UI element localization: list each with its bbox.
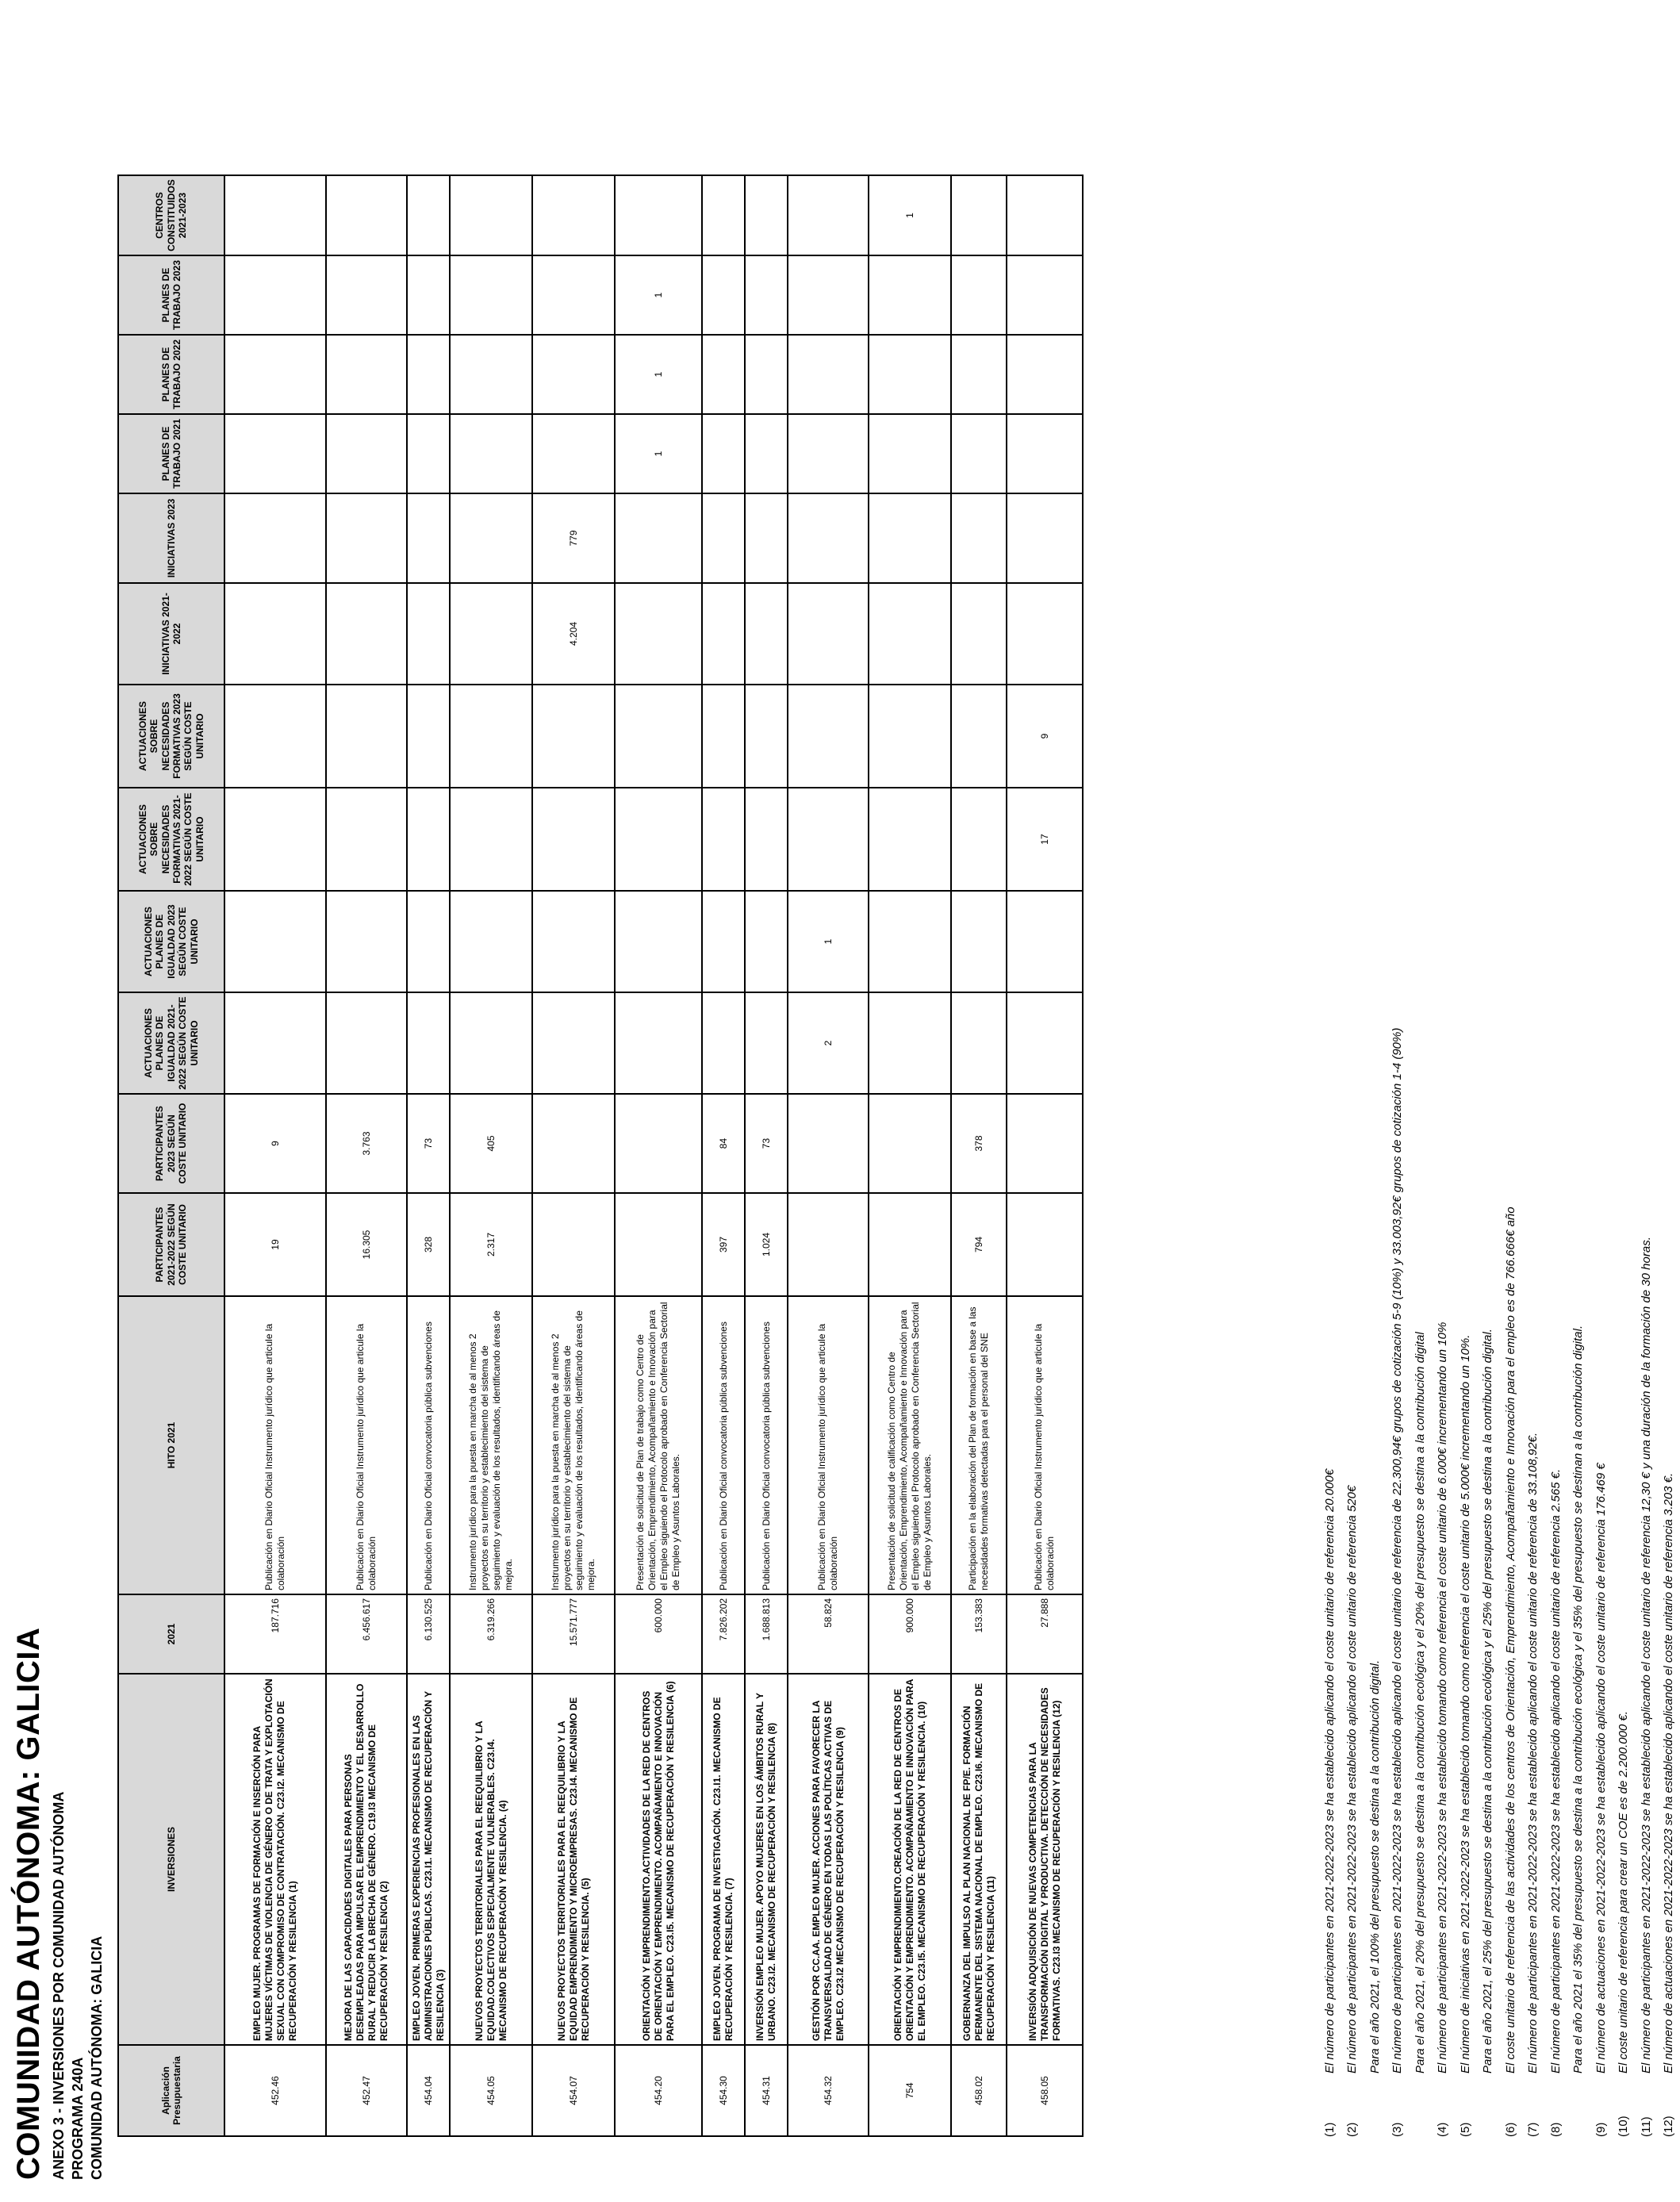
- table-cell: [951, 583, 1007, 685]
- column-header: ACTUACIONES SOBRE NECESIDADES FORMATIVAS 2023 SEGÚN COSTE UNITARIO: [118, 685, 224, 788]
- table-cell: 73: [745, 1094, 788, 1193]
- footnote-text: El número de iniciativas en 2021-2022-2023 se ha establecido tomando como referencia el coste unitario de 5.000€ incrementando un 10%.: [1458, 1334, 1472, 2073]
- table-cell: [407, 788, 450, 891]
- table-cell: [615, 1193, 702, 1296]
- table-cell: 187.716: [224, 1594, 326, 1674]
- footnote: [1544, 75, 1567, 2137]
- footnote-label: (6): [1503, 2122, 1517, 2137]
- table-cell: [224, 788, 326, 891]
- table-cell: [1007, 891, 1083, 992]
- table-cell: [615, 583, 702, 685]
- table-cell: 454.04: [407, 2045, 450, 2136]
- table-cell: [702, 493, 745, 583]
- table-cell: 1.688.813: [745, 1594, 788, 1674]
- column-header: INICIATIVAS 2021-2022: [118, 583, 224, 685]
- table-cell: [326, 255, 407, 335]
- footnote: [1590, 75, 1613, 2137]
- table-cell: [1007, 175, 1083, 255]
- table-cell: [745, 685, 788, 788]
- footnote-text: El número de actuaciones en 2021-2022-2023 se ha establecido aplicando el coste unitario de referencia 176.469 €: [1594, 1463, 1608, 2073]
- table-cell: [326, 414, 407, 493]
- table-cell: [532, 1094, 615, 1193]
- table-cell: 1.024: [745, 1193, 788, 1296]
- table-row: [951, 175, 1007, 2136]
- footnote-label: (2): [1345, 2122, 1360, 2137]
- table-cell: [788, 493, 869, 583]
- column-header: CENTROS CONSTITUIDOS 2021-2023: [118, 175, 224, 255]
- footnote-label: (7): [1526, 2122, 1540, 2137]
- footnote-label: (1): [1322, 2122, 1337, 2137]
- table-cell: Publicación en Diario Oficial Instrumento jurídico que articule la colaboración: [326, 1296, 407, 1594]
- table-cell: [788, 1094, 869, 1193]
- table-cell: 9: [1007, 685, 1083, 788]
- table-cell: [450, 175, 532, 255]
- table-cell: MEJORA DE LAS CAPACIDADES DIGITALES PARA PERSONAS DESEMPLEADAS PARA IMPULSAR EL EMPRENDIMIENTO Y EL DESARROLLO RURAL Y REDUCIR LA BRECHA DE GÉNERO. C19.I3 MECANISMO DE RECUPERACIÓN Y RESILENCIA (2): [326, 1674, 407, 2045]
- table-cell: [450, 891, 532, 992]
- table-cell: [745, 891, 788, 992]
- table-cell: [224, 175, 326, 255]
- table-cell: ORIENTACIÓN Y EMPRENDIMIENTO.ACTIVIDADES DE LA RED DE CENTROS DE ORIENTACIÓN Y EMPRENDIMIENTO. ACOMPAÑAMIENTO E INNOVACIÓN PARA EL EMPLEO. C23.I5. MECANISMO DE RECUPERACIÓN Y RESILENCIA (6): [615, 1674, 702, 2045]
- page-title: COMUNIDAD AUTÓNOMA: GALICIA: [11, 1627, 46, 2180]
- table-cell: [951, 255, 1007, 335]
- table-cell: INVERSIÓN EMPLEO MUJER. APOYO MUJERES EN LOS ÁMBITOS RURAL Y URBANO. C23.I2. MECANISMO DE RECUPERACIÓN Y RESILENCIA (8): [745, 1674, 788, 2045]
- table-cell: [745, 414, 788, 493]
- footnote-label: (5): [1458, 2122, 1472, 2137]
- column-header: INICIATIVAS 2023: [118, 493, 224, 583]
- table-cell: [532, 255, 615, 335]
- table-cell: [788, 685, 869, 788]
- table-cell: 900.000: [869, 1594, 951, 1674]
- table-cell: [702, 414, 745, 493]
- community-label: COMUNIDAD AUTÓNOMA: GALICIA: [89, 1935, 105, 2180]
- footnote-text: El número de participantes en 2021-2022-2023 se ha establecido aplicando el coste unitario de referencia de 33.108,92€.: [1526, 1432, 1540, 2073]
- table-body: [224, 175, 1083, 2136]
- table-cell: EMPLEO JOVEN. PRIMERAS EXPERIENCIAS PROFESIONALES EN LAS ADMINISTRACIONES PÚBLICAS. C23.I1. MECANISMO DE RECUPERACIÓN Y RESILENCIA (3): [407, 1674, 450, 2045]
- table-cell: [615, 175, 702, 255]
- footnote: [1477, 75, 1500, 2137]
- table-cell: [788, 414, 869, 493]
- table-cell: NUEVOS PROYECTOS TERRITORIALES PARA EL REEQUILIBRIO Y LA EQUIDAD.COLECTIVOS ESPECIALMENTE VULNERABLES. C23.I4. MECANISMO DE RECUPERACIÓN Y RESILENCIA. (4): [450, 1674, 532, 2045]
- table-cell: [1007, 414, 1083, 493]
- table-cell: [702, 891, 745, 992]
- footnote: [1499, 75, 1522, 2137]
- table-cell: [869, 493, 951, 583]
- table-row: [702, 175, 745, 2136]
- table-cell: [745, 992, 788, 1094]
- table-cell: 328: [407, 1193, 450, 1296]
- table-cell: 454.32: [788, 2045, 869, 2136]
- table-cell: [951, 891, 1007, 992]
- table-cell: [407, 255, 450, 335]
- column-header: PARTICIPANTES 2023 SEGÚN COSTE UNITARIO: [118, 1094, 224, 1193]
- table-cell: [745, 335, 788, 414]
- table-cell: 779: [532, 493, 615, 583]
- column-header: 2021: [118, 1594, 224, 1674]
- table-cell: 405: [450, 1094, 532, 1193]
- column-header: PLANES DE TRABAJO 2022: [118, 335, 224, 414]
- table-row: [869, 175, 951, 2136]
- table-cell: 1: [615, 414, 702, 493]
- table-cell: 73: [407, 1094, 450, 1193]
- table-cell: [407, 175, 450, 255]
- footnote-text: Para el año 2021, el 25% del presupuesto se destina a la contribución ecológica y el 25% del presupuesto se destina a la contribución digital.: [1481, 1329, 1495, 2073]
- table-cell: Publicación en Diario Oficial Instrumento jurídico que articule la colaboración: [788, 1296, 869, 1594]
- table-cell: [869, 583, 951, 685]
- table-cell: [788, 788, 869, 891]
- table-cell: 4.204: [532, 583, 615, 685]
- table-cell: [407, 992, 450, 1094]
- table-cell: 600.000: [615, 1594, 702, 1674]
- table-cell: [326, 583, 407, 685]
- table-cell: [788, 175, 869, 255]
- table-cell: 27.888: [1007, 1594, 1083, 1674]
- table-cell: Publicación en Diario Oficial Instrumento jurídico que articule la colaboración: [1007, 1296, 1083, 1594]
- table-cell: [450, 685, 532, 788]
- column-header: Aplicación Presupuestaria: [118, 2045, 224, 2136]
- footnote: [1341, 75, 1364, 2137]
- footnote: [1387, 75, 1410, 2137]
- table-cell: [532, 992, 615, 1094]
- table-cell: 1: [615, 335, 702, 414]
- table-cell: [615, 1094, 702, 1193]
- table-cell: 458.02: [951, 2045, 1007, 2136]
- footnote-text: El coste unitario de referencia para crear un COE es de 2.200.000 €.: [1617, 1711, 1631, 2073]
- table-cell: [224, 583, 326, 685]
- footnotes: [1318, 75, 1680, 2137]
- table-cell: GESTIÓN POR CC.AA. EMPLEO MUJER. ACCIONES PARA FAVORECER LA TRANSVERSALIDAD DE GÉNERO EN TODAS LAS POLÍTICAS ACTIVAS DE EMPLEO. C23.I2 MECANISMO DE RECUPERACIÓN Y RESILENCIA (9): [788, 1674, 869, 2045]
- table-cell: [450, 583, 532, 685]
- table-cell: [450, 493, 532, 583]
- table-cell: [788, 255, 869, 335]
- table-cell: [951, 335, 1007, 414]
- table-cell: INVERSIÓN ADQUISICIÓN DE NUEVAS COMPETENCIAS PARA LA TRANSFORMACIÓN DIGITAL Y PRODUCTIVA. DETECCIÓN DE NECESIDADES FORMATIVAS. C23.I3 MECANISMO DE RECUPERACIÓN Y RESILENCIA (12): [1007, 1674, 1083, 2045]
- table-cell: [951, 788, 1007, 891]
- table-cell: 1: [788, 891, 869, 992]
- table-cell: [1007, 255, 1083, 335]
- footnote-label: (10): [1617, 2116, 1631, 2137]
- table-cell: 6.319.266: [450, 1594, 532, 1674]
- footnote: [1522, 75, 1545, 2137]
- table-cell: Presentación de solicitud de calificación como Centro de Orientación, Emprendimiento, Acompañamiento e Innovación para el Empleo siguiendo el Protocolo aprobado en Conferencia Sectorial de Empleo y Asuntos Laborales.: [869, 1296, 951, 1594]
- table-cell: [450, 414, 532, 493]
- table-cell: 6.456.617: [326, 1594, 407, 1674]
- table-cell: 17: [1007, 788, 1083, 891]
- table-cell: 1: [869, 175, 951, 255]
- table-cell: [326, 788, 407, 891]
- table-cell: Publicación en Diario Oficial convocatoria pública subvenciones: [407, 1296, 450, 1594]
- table-cell: 58.824: [788, 1594, 869, 1674]
- investments-table: [117, 175, 1084, 2137]
- table-cell: 454.31: [745, 2045, 788, 2136]
- footnote: [1364, 75, 1387, 2137]
- table-cell: 452.46: [224, 2045, 326, 2136]
- table-cell: [745, 175, 788, 255]
- table-cell: [788, 1193, 869, 1296]
- footnote-text: El coste unitario de referencia de las actividades de los centros de Orientación, Emprendimiento, Acompañamiento e Innovación para el empleo es de 766.666€ año: [1503, 1206, 1517, 2073]
- table-cell: [869, 1193, 951, 1296]
- column-header: PLANES DE TRABAJO 2021: [118, 414, 224, 493]
- footnote-text: El número de participantes en 2021-2022-2023 se ha establecido aplicando el coste unitario de referencia 20.000€: [1322, 1468, 1337, 2073]
- table-cell: [702, 685, 745, 788]
- table-cell: [951, 175, 1007, 255]
- table-cell: [407, 685, 450, 788]
- table-cell: [1007, 583, 1083, 685]
- table-cell: 458.05: [1007, 2045, 1083, 2136]
- table-cell: [869, 335, 951, 414]
- table-cell: [532, 788, 615, 891]
- table-cell: [702, 788, 745, 891]
- table-cell: [450, 992, 532, 1094]
- table-cell: [951, 685, 1007, 788]
- table-cell: 16.305: [326, 1193, 407, 1296]
- annex-title: ANEXO 3 - INVERSIONES POR COMUNIDAD AUTÓNOMA: [51, 1791, 67, 2180]
- table-cell: [450, 255, 532, 335]
- table-cell: 9: [224, 1094, 326, 1193]
- table-cell: 378: [951, 1094, 1007, 1193]
- footnote-text: Para el año 2021 el 35% del presupuesto se destina a la contribución ecológica y el 35% del presupuesto se destinan a la contribución digital.: [1571, 1325, 1586, 2073]
- program-label: PROGRAMA 240A: [70, 2057, 86, 2180]
- table-cell: 7.826.202: [702, 1594, 745, 1674]
- table-cell: EMPLEO JOVEN. PROGRAMA DE INVESTIGACIÓN. C23.I1. MECANISMO DE RECUPERACIÓN Y RESILENCIA. (7): [702, 1674, 745, 2045]
- table-cell: 454.30: [702, 2045, 745, 2136]
- table-cell: [224, 255, 326, 335]
- footnote-label: (4): [1436, 2122, 1450, 2137]
- table-cell: GOBERNANZA DEL IMPULSO AL PLAN NACIONAL DE FP/E. FORMACIÓN PERMANENTE DEL SISTEMA NACIONAL DE EMPLEO. C23.I6. MECANISMO DE RECUPERACIÓN Y RESILENCIA (11): [951, 1674, 1007, 2045]
- table-cell: [407, 335, 450, 414]
- table-cell: [615, 891, 702, 992]
- table-row: [407, 175, 450, 2136]
- table-cell: [788, 335, 869, 414]
- table-cell: Participación en la elaboración del Plan de formación en base a las necesidades formativas detectadas para el personal del SNE: [951, 1296, 1007, 1594]
- table-cell: ORIENTACIÓN Y EMPRENDIMIENTO.CREACIÓN DE LA RED DE CENTROS DE ORIENTACIÓN Y EMPRENDIMIENTO. ACOMPAÑAMIENTO E INNOVACIÓN PARA EL EMPLEO. C23.I5. MECANISMO DE RECUPERACIÓN Y RESILENCIA. (10): [869, 1674, 951, 2045]
- footnote-text: El número de participantes en 2021-2022-2023 se ha establecido aplicando el coste unitario de referencia 2.565 €.: [1548, 1468, 1563, 2073]
- column-header: ACTUACIONES PLANES DE IGUALDAD 2023 SEGÚN COSTE UNITARIO: [118, 891, 224, 992]
- table-cell: Publicación en Diario Oficial convocatoria pública subvenciones: [745, 1296, 788, 1594]
- footnote: [1432, 75, 1455, 2137]
- table-cell: [869, 255, 951, 335]
- footnote-text: Para el año 2021, el 20% del presupuesto se destina a la contribución ecológica y el 20% del presupuesto se destina a la contribución digital: [1413, 1332, 1427, 2073]
- table-cell: [224, 335, 326, 414]
- table-cell: 452.47: [326, 2045, 407, 2136]
- footnote: [1454, 75, 1477, 2137]
- table-row: [1007, 175, 1083, 2136]
- table-cell: [326, 175, 407, 255]
- footnote-text: El número de participantes en 2021-2022-2023 se ha establecido aplicando el coste unitario de referencia 12,30 € y una duración de la formación de 30 horas.: [1639, 1237, 1653, 2073]
- table-cell: Presentación de solicitud de Plan de trabajo como Centro de Orientación, Emprendimiento, Acompañamiento e Innovación para el Empleo siguiendo el Protocolo aprobado en Conferencia Sectorial de Empleo y Asuntos Laborales.: [615, 1296, 702, 1594]
- table-header-row: [118, 175, 224, 2136]
- table-cell: [326, 335, 407, 414]
- table-row: [532, 175, 615, 2136]
- footnote: [1567, 75, 1590, 2137]
- table-row: [788, 175, 869, 2136]
- table-cell: [224, 414, 326, 493]
- footnote-label: (11): [1639, 2116, 1653, 2137]
- table-cell: [407, 583, 450, 685]
- column-header: INVERSIONES: [118, 1674, 224, 2045]
- table-cell: [532, 891, 615, 992]
- table-cell: [1007, 493, 1083, 583]
- table-cell: 794: [951, 1193, 1007, 1296]
- footnote: [1613, 75, 1636, 2137]
- footnote-text: El número de participantes en 2021-2022-2023 se ha establecido aplicando el coste unitario de referencia de 22.300,94€ grupos de cotización 5-9 (10%) y 33.003,92€ grupos de cotización 1-4 (90%): [1390, 1027, 1405, 2073]
- footnote: [1658, 75, 1680, 2137]
- table-cell: 754: [869, 2045, 951, 2136]
- footnote-text: El número de participantes en 2021-2022-2023 se ha establecido tomando como referencia el coste unitario de 6.000€ incrementando un 10%: [1436, 1322, 1450, 2073]
- table-cell: [224, 891, 326, 992]
- table-cell: [702, 255, 745, 335]
- table-cell: 15.571.777: [532, 1594, 615, 1674]
- table-cell: [224, 992, 326, 1094]
- table-cell: [745, 788, 788, 891]
- table-cell: [326, 493, 407, 583]
- table-cell: [869, 788, 951, 891]
- table-cell: [951, 992, 1007, 1094]
- table-cell: Publicación en Diario Oficial Instrumento jurídico que articule la colaboración: [224, 1296, 326, 1594]
- table-cell: 2: [788, 992, 869, 1094]
- table-row: [615, 175, 702, 2136]
- table-cell: [615, 685, 702, 788]
- table-cell: [450, 335, 532, 414]
- table-cell: Instrumento jurídico para la puesta en marcha de al menos 2 proyectos en su territorio y establecimiento del sistema de seguimiento y evaluación de los resultados, identificando áreas de mejora.: [450, 1296, 532, 1594]
- table-cell: [702, 992, 745, 1094]
- table-cell: 6.130.525: [407, 1594, 450, 1674]
- footnote-label: (3): [1390, 2122, 1405, 2137]
- table-row: [745, 175, 788, 2136]
- table-cell: [869, 685, 951, 788]
- table-cell: [532, 1193, 615, 1296]
- table-row: [326, 175, 407, 2136]
- table-cell: [615, 788, 702, 891]
- column-header: HITO 2021: [118, 1296, 224, 1594]
- table-row: [450, 175, 532, 2136]
- table-cell: [745, 493, 788, 583]
- table-cell: 454.07: [532, 2045, 615, 2136]
- table-cell: 19: [224, 1193, 326, 1296]
- table-cell: [224, 685, 326, 788]
- table-cell: [1007, 1193, 1083, 1296]
- table-cell: [532, 685, 615, 788]
- table-cell: [407, 493, 450, 583]
- table-cell: 3.763: [326, 1094, 407, 1193]
- footnote-label: (12): [1662, 2116, 1676, 2137]
- table-cell: [1007, 992, 1083, 1094]
- table-cell: [702, 175, 745, 255]
- table-cell: [407, 891, 450, 992]
- table-row: [224, 175, 326, 2136]
- table-cell: [326, 992, 407, 1094]
- footnote: [1409, 75, 1432, 2137]
- table-cell: [869, 992, 951, 1094]
- footnote-label: (8): [1548, 2122, 1563, 2137]
- table-cell: 2.317: [450, 1193, 532, 1296]
- table-cell: 84: [702, 1094, 745, 1193]
- footnote-text: El número de actuaciones en 2021-2022-2023 se ha establecido aplicando el coste unitario de referencia 3.203 €.: [1662, 1472, 1676, 2073]
- table-cell: [951, 414, 1007, 493]
- footnote-label: (9): [1594, 2122, 1608, 2137]
- table-cell: [407, 414, 450, 493]
- table-cell: 153.383: [951, 1594, 1007, 1674]
- column-header: ACTUACIONES SOBRE NECESIDADES FORMATIVAS 2021-2022 SEGÚN COSTE UNITARIO: [118, 788, 224, 891]
- footnote: [1318, 75, 1341, 2137]
- table-cell: [702, 583, 745, 685]
- table-cell: NUEVOS PROYECTOS TERRITORIALES PARA EL REEQUILIBRIO Y LA EQUIDAD EMPRENDIMIENTO Y MICROEMPRESAS. C23.I4. MECANISMO DE RECUPERACIÓN Y RESILENCIA. (5): [532, 1674, 615, 2045]
- column-header: PLANES DE TRABAJO 2023: [118, 255, 224, 335]
- footnote: [1635, 75, 1658, 2137]
- table-cell: [326, 891, 407, 992]
- table-cell: [788, 583, 869, 685]
- table-cell: 454.05: [450, 2045, 532, 2136]
- footnote-text: El número de participantes en 2021-2022-2023 se ha establecido aplicando el coste unitario de referencia 520€: [1345, 1485, 1360, 2073]
- table-cell: [702, 335, 745, 414]
- table-cell: [224, 493, 326, 583]
- footnote-text: Para el año 2021, el 100% del presupuesto se destina a la contribución digital.: [1367, 1659, 1382, 2073]
- table-cell: 1: [615, 255, 702, 335]
- table-cell: [532, 335, 615, 414]
- table-cell: [745, 583, 788, 685]
- table-cell: Instrumento jurídico para la puesta en marcha de al menos 2 proyectos en su territorio y establecimiento del sistema de seguimiento y evaluación de los resultados, identificando áreas de mejora.: [532, 1296, 615, 1594]
- table-cell: [1007, 1094, 1083, 1193]
- table-cell: [869, 1094, 951, 1193]
- column-header: ACTUACIONES PLANES DE IGUALDAD 2021-2022 SEGÚN COSTE UNITARIO: [118, 992, 224, 1094]
- table-cell: 454.20: [615, 2045, 702, 2136]
- table-cell: [951, 493, 1007, 583]
- table-cell: Publicación en Diario Oficial convocatoria pública subvenciones: [702, 1296, 745, 1594]
- table-cell: [532, 175, 615, 255]
- table-cell: [745, 255, 788, 335]
- table-cell: [615, 493, 702, 583]
- table-cell: [450, 788, 532, 891]
- table-cell: EMPLEO MUJER. PROGRAMAS DE FORMACIÓN E INSERCIÓN PARA MUJERES VÍCTIMAS DE VIOLENCIA DE GÉNERO O DE TRATA Y EXPLOTACIÓN SEXUAL CON COMPROMISO DE CONTRATACIÓN. C23.I2. MECANISMO DE RECUPERACIÓN Y RESILENCIA (1): [224, 1674, 326, 2045]
- column-header: PARTICIPANTES 2021-2022 SEGÚN COSTE UNITARIO: [118, 1193, 224, 1296]
- table-cell: 397: [702, 1193, 745, 1296]
- table-cell: [532, 414, 615, 493]
- table-cell: [869, 414, 951, 493]
- table-cell: [869, 891, 951, 992]
- table-cell: [615, 992, 702, 1094]
- table-cell: [326, 685, 407, 788]
- table-cell: [1007, 335, 1083, 414]
